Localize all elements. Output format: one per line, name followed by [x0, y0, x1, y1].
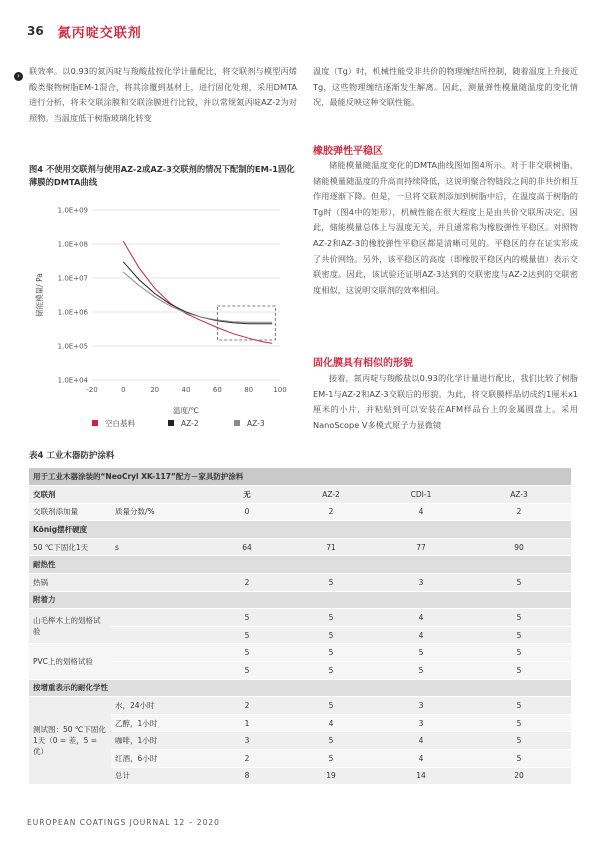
table-cell: 20	[467, 767, 571, 785]
table-row	[29, 503, 571, 521]
table-cell: 14	[375, 767, 467, 785]
table-row	[29, 767, 571, 785]
table-cell	[111, 574, 207, 592]
table-cell: 5	[467, 626, 571, 644]
legend-label-3: AZ-3	[247, 419, 265, 428]
mahogany-label: 山毛榉木上的划格试验	[29, 609, 111, 644]
table-group-row	[29, 591, 571, 609]
series-line-2	[123, 262, 272, 324]
chem-agent: 总计	[111, 767, 207, 785]
y-tick-label: 1.0E+09	[57, 206, 88, 215]
heat-heading: 耐热性	[29, 556, 571, 574]
table-cell: 5	[467, 732, 571, 750]
table-row	[29, 697, 571, 715]
legend-label-2: AZ-2	[181, 419, 199, 428]
coatings-table	[29, 468, 571, 785]
table-cell: 5	[467, 697, 571, 715]
table-cell: 5	[207, 626, 287, 644]
y-tick-label: 1.0E+07	[57, 274, 88, 283]
table-cell: 2	[287, 503, 375, 521]
table-cell: 5	[207, 644, 287, 662]
table-cell: 19	[287, 767, 375, 785]
table-cell: 2	[207, 750, 287, 768]
table-cell: 90	[467, 538, 571, 556]
table-cell	[111, 626, 207, 644]
table-cell: 2	[467, 503, 571, 521]
dosage-unit: 质量分数/%	[111, 503, 207, 521]
table-cell: 5	[207, 662, 287, 680]
table-group-row	[29, 521, 571, 539]
table-row	[29, 714, 571, 732]
chem-agent: 红酒，6小时	[111, 750, 207, 768]
adhesion-heading: 附着力	[29, 591, 571, 609]
y-tick-label: 1.0E+06	[57, 308, 88, 317]
konig-label: 50 ℃下固化1天	[29, 538, 111, 556]
y-tick-label: 1.0E+04	[57, 376, 88, 385]
table-cell: 4	[375, 626, 467, 644]
table-cell: 5	[287, 662, 375, 680]
x-tick-label: 100	[273, 386, 287, 394]
table-cell	[111, 644, 207, 662]
table-cell: 5	[467, 714, 571, 732]
resistance-heading: 按增重表示的耐化学性	[29, 679, 571, 697]
table-cell: 4	[375, 503, 467, 521]
table-cell: 5	[287, 732, 375, 750]
series-line-3	[123, 272, 272, 322]
table-row	[29, 538, 571, 556]
table-cell: 4	[375, 609, 467, 627]
page-number: 36	[27, 24, 44, 38]
table-cell: 71	[287, 538, 375, 556]
series-line-1	[123, 241, 272, 343]
x-tick-label: 60	[212, 386, 222, 394]
footer: EUROPEAN COATINGS JOURNAL 12 – 2020	[27, 818, 220, 827]
table-cell: 5	[287, 750, 375, 768]
header-az3: AZ-3	[467, 486, 571, 504]
chem-agent: 乙醇，1小时	[111, 714, 207, 732]
continue-arrow-icon: ›	[14, 72, 23, 81]
table-banner-row	[29, 468, 571, 486]
table-cell: 0	[207, 503, 287, 521]
page-title: 氮丙啶交联剂	[57, 25, 142, 41]
table-cell: 5	[467, 662, 571, 680]
table-cell: 2	[207, 697, 287, 715]
table-cell: 5	[375, 644, 467, 662]
table-caption: 表4 工业木器防护涂料	[29, 451, 115, 461]
section-heading-morphology: 固化膜具有相似的形貌	[313, 358, 413, 369]
table-cell: 4	[287, 714, 375, 732]
table-cell: 5	[207, 609, 287, 627]
table-cell: 77	[375, 538, 467, 556]
table-group-row	[29, 556, 571, 574]
table-cell: 8	[207, 767, 287, 785]
figure-caption: 图4 不使用交联剂与使用AZ-2或AZ-3交联剂的情况下配制的EM-1固化薄膜的DMTA曲线	[29, 164, 295, 187]
right-paragraph-3: 接着，氮丙啶与羧酸盐以0.93的化学计量进行配比，我们比较了树脂EM-1与AZ-2和AZ-3交联后的形貌。为此，将交联膜样品切成约1厘米x1厘米的小片，并粘贴到可以安装在AFM样品台上的金属圆盘上。采用NanoScope V多模式原子力显微镜	[313, 373, 578, 430]
right-column-top	[313, 64, 578, 111]
x-tick-label: 40	[181, 386, 191, 394]
table-cell: 5	[287, 644, 375, 662]
header-cdi1: CDI-1	[375, 486, 467, 504]
test-label: 测试图：50 ℃下固化1天（0 = 差，5 = 优）	[29, 697, 111, 785]
table-cell: 64	[207, 538, 287, 556]
legend-swatch-2	[168, 420, 174, 426]
table-cell: 5	[467, 609, 571, 627]
header-blank	[111, 486, 207, 504]
konig-heading: König摆杆硬度	[29, 521, 571, 539]
right-column-middle	[313, 158, 578, 298]
x-axis-label: 温度/℃	[173, 406, 199, 415]
table-row	[29, 626, 571, 644]
table-cell: 4	[375, 732, 467, 750]
x-tick-label: -20	[86, 386, 98, 394]
table-cell	[111, 609, 207, 627]
right-column-bottom	[313, 371, 578, 433]
table-cell: 4	[375, 750, 467, 768]
x-tick-label: 80	[244, 386, 254, 394]
legend-label-1: 空白基料	[105, 419, 135, 428]
table-cell: 5	[287, 626, 375, 644]
header-az2: AZ-2	[287, 486, 375, 504]
legend-swatch-1	[92, 420, 98, 426]
left-paragraph: 联效率。以0.93的氮丙啶与羧酸盐按化学计量配比，将交联剂与模型丙烯酸类聚物树脂EM-1混合，将其涂覆到基材上，进行固化处理，采用DMTA进行分析，将未交联涂膜和交联涂膜进行比较，并以常规氮丙啶AZ-2为对照物。当温度低于树脂玻璃化转变	[29, 66, 297, 123]
table-cell: 5	[287, 697, 375, 715]
heat-label: 热锅	[29, 574, 111, 592]
dosage-label: 交联剂添加量	[29, 503, 111, 521]
table-cell: 5	[287, 609, 375, 627]
table-cell: 3	[375, 714, 467, 732]
section-heading-rubber-plateau: 橡胶弹性平稳区	[313, 146, 383, 157]
table-cell: 5	[467, 644, 571, 662]
table-cell: 5	[467, 574, 571, 592]
right-paragraph-1: 温度（Tg）时，机械性能受非共价的物理缠结所控制，随着温度上升接近Tg，这些物理缠结逐渐发生解离。因此，测量弹性模量随温度的变化情况，最能反映这种交联性能。	[313, 66, 578, 108]
table-row	[29, 574, 571, 592]
pvc-label: PVC上的划格试验	[29, 644, 111, 679]
table-cell: 5	[467, 750, 571, 768]
plateau-annotation-box	[217, 306, 275, 340]
legend-swatch-3	[234, 420, 240, 426]
table-cell: 1	[207, 714, 287, 732]
table-cell: 5	[287, 574, 375, 592]
table-row	[29, 644, 571, 662]
dmta-chart	[22, 198, 298, 436]
right-paragraph-2: 储能模量随温度变化的DMTA曲线图如图4所示。对于非交联树脂，储能模量随温度的升高而持续降低，这说明聚合物链段之间的非共价相互作用逐渐下降。但是，一旦将交联剂添加到树脂中后，在温度高于树脂的Tg时（图4中的矩形），机械性能在很大程度上是由共价交联所决定。因此，储能模量总体上与温度无关，并且通常称为橡胶弹性平稳区。对照物AZ-2和AZ-3的橡胶弹性平稳区都是清晰可见的。平稳区的存在证实形成了共价网络。另外，该平稳区的高度（即橡胶平稳区内的模量值）表示交联密度。因此，该试验还证明AZ-3达到的交联密度与AZ-2达到的交联密度相似，这说明交联剂的效率相同。	[313, 160, 578, 295]
table-cell: 2	[207, 574, 287, 592]
table-cell	[111, 662, 207, 680]
table-banner: 用于工业木器涂装的“NeoCryl XK-117”配方－家具防护涂料	[29, 468, 571, 486]
x-tick-label: 20	[150, 386, 160, 394]
table-row	[29, 750, 571, 768]
left-column	[29, 64, 297, 126]
page-header	[27, 22, 142, 40]
table-row	[29, 609, 571, 627]
chem-agent: 水，24小时	[111, 697, 207, 715]
table-row	[29, 732, 571, 750]
table-cell: 3	[375, 574, 467, 592]
table-header-row	[29, 486, 571, 504]
y-axis-label: 储能模量/ Pa	[35, 273, 44, 317]
x-tick-label: 0	[121, 386, 126, 394]
chem-agent: 咖啡，1小时	[111, 732, 207, 750]
header-none: 无	[207, 486, 287, 504]
y-tick-label: 1.0E+05	[57, 342, 88, 351]
konig-unit: s	[111, 538, 207, 556]
header-crosslinker: 交联剂	[29, 486, 111, 504]
table-cell: 5	[375, 662, 467, 680]
table-cell: 3	[207, 732, 287, 750]
table-row	[29, 662, 571, 680]
table-group-row	[29, 679, 571, 697]
y-tick-label: 1.0E+08	[57, 240, 88, 249]
table-cell: 3	[375, 697, 467, 715]
